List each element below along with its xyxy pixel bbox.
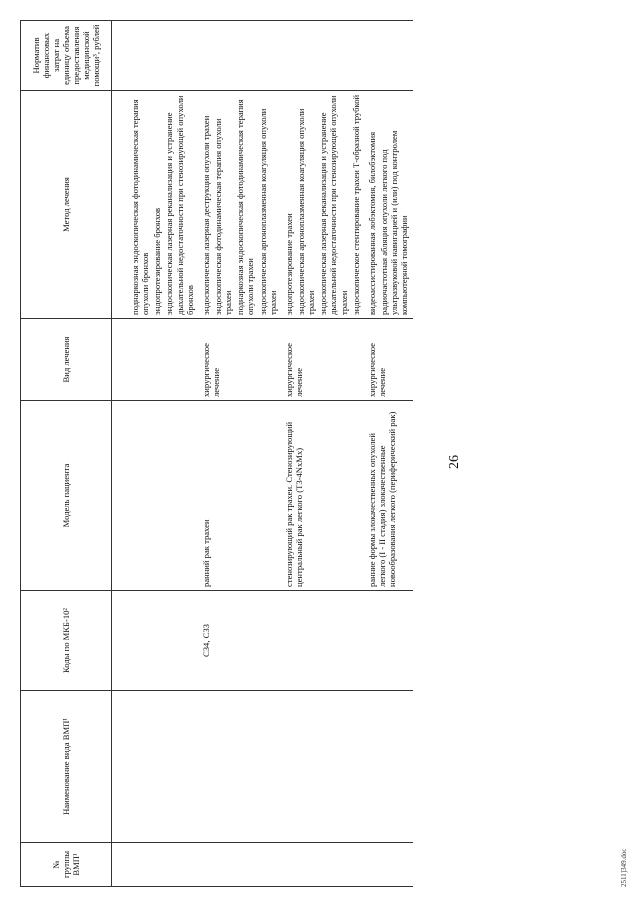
header-vmp-name: Наименование вида ВМП¹ [21,691,112,843]
table-row [365,21,414,887]
header-group-num: № группы ВМП¹ [21,843,112,887]
treatment-method-cell [128,91,199,319]
method-item: эндоскопическая фотодинамическая терапия опухоли трахеи [212,118,234,315]
treatment-kind-cell: хирургическое лечение [282,319,365,401]
header-patient-model: Модель пациента [21,401,112,591]
treatment-kind-cell: хирургическое лечение [365,319,414,401]
treatment-method-cell [282,91,365,319]
treatment-kind-cell: хирургическое лечение [199,319,282,401]
method-item: эндоскопическая аргоноплазменная коагуляция опухоли трахеи [257,108,278,315]
treatment-method-cell [199,91,282,319]
header-treatment-kind: Вид лечения [21,319,112,401]
table-row [128,21,199,887]
vmp-table [20,20,413,887]
doc-footer: 2511]349.doc [620,848,628,887]
method-item: эндоскопическая аргоноплазменная коагуляция опухоли трахеи [295,108,317,315]
method-item: эндоскопическое стентирование трахеи Т-образной трубкой [350,94,361,315]
method-item: поднаркозная эндоскопическая фотодинамическая терапия опухоли трахеи [235,99,256,315]
patient-model-cell: ранний рак трахеи [199,401,282,591]
method-item: эндоскопическая лазерная деструкция опухоли трахеи [200,115,211,315]
method-item: эндопротезирование трахеи [283,213,294,315]
method-item: эндоскопическая лазерная реканализация и устранение дыхательной недостаточности при стенозирующей опухоли бронхов [164,95,195,315]
treatment-method-cell [365,91,414,319]
patient-model-cell: ранние формы злокачественных опухолей легкого (I - II стадия) злокачественные новообразования легкого (периферический рак) [365,401,414,591]
table-row [282,21,365,887]
method-item: эндопротезирование бронхов [152,207,163,315]
method-item: поднаркозная эндоскопическая фотодинамическая терапия опухоли бронхов [130,99,151,315]
table-row [199,21,282,887]
method-item: эндоскопическая лазерная реканализация и устранение дыхательной недостаточности при стенозирующей опухоли трахеи [318,95,349,315]
patient-model-cell [128,401,199,591]
header-icd-codes: Коды по МКБ-10² [21,591,112,691]
icd-codes-cell [282,591,365,691]
icd-codes-cell: С34, С33 [199,591,282,691]
header-treatment-method: Метод лечения [21,91,112,319]
treatment-kind-cell [128,319,199,401]
method-item: радиочастотная абляция опухоли легкого под ультразвуковой навигацией и (или) под контролем компьютерной томографии [378,130,410,315]
page-number: 26 [447,455,462,469]
icd-codes-cell [365,591,414,691]
method-item: видеоассистированная лобэктомия, билобэктомия [366,131,377,315]
header-financial-norm: Норматив финансовых затрат на единицу объема предоставления медицинской помощи³, рублей [21,21,112,91]
icd-codes-cell [128,591,199,691]
header-row [21,21,112,887]
patient-model-cell: стенозирующий рак трахеи. Стенозирующий центральный рак легкого (T3-4NxMx) [282,401,365,591]
